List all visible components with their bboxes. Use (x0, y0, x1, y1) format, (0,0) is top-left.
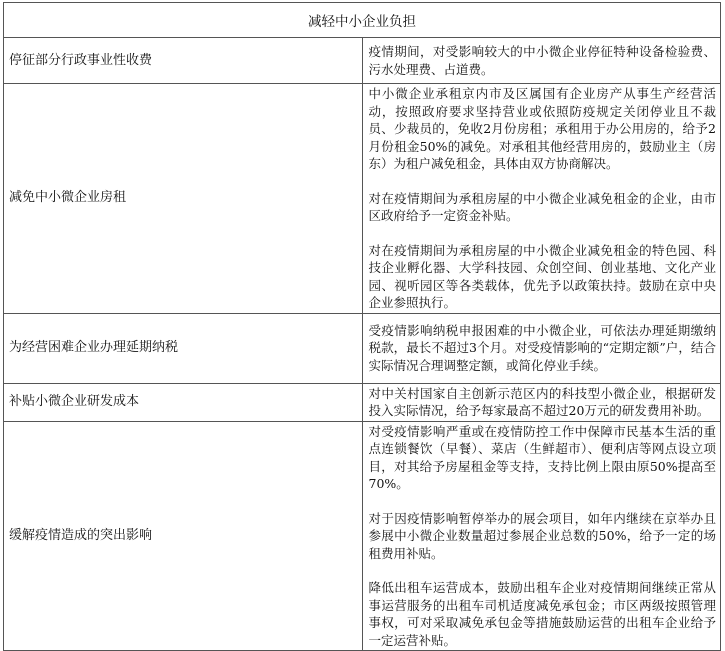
row-content (362, 383, 721, 421)
paragraph-spacer (369, 225, 717, 242)
row-content (362, 313, 721, 383)
row-label: 缓解疫情造成的突出影响 (4, 421, 363, 651)
row-label: 为经营困难企业办理延期纳税 (4, 313, 363, 383)
row-label: 停征部分行政事业性收费 (4, 38, 363, 84)
content-paragraph: 对受疫情影响严重或在疫情防控工作中保障市民基本生活的重点连锁餐饮（早餐）、菜店（生鲜超市）、便利店等网点设立项目，对其给予房屋租金等支持，支持比例上限由原50%提高至70%。 (368, 423, 716, 491)
table-title-row (4, 3, 721, 38)
paragraph-spacer (369, 493, 717, 510)
content-paragraph: 降低出租车运营成本，鼓励出租车企业对疫情期间继续正常从事运营服务的出租车司机适度减免承包金；市区两级按照管理事权，可对采取减免承包金等措施鼓励运营的出租车企业给予一定运营补贴。 (368, 580, 716, 648)
policy-table (3, 2, 721, 651)
table-row (4, 383, 721, 421)
paragraph-spacer (369, 562, 717, 579)
content-paragraph: 中小微企业承租京内市及区属国有企业房产从事生产经营活动，按照政府要求坚持营业或依照防疫规定关闭停业且不裁员、少裁员的，免收2月份房租；承租用于办公用房的，给予2月份租金50%的减免。对承租其他经营用房的，鼓励业主（房东）为租户减免租金，具体由双方协商解决。 (368, 86, 716, 171)
row-content (362, 84, 721, 314)
content-paragraph: 疫情期间，对受影响较大的中小微企业停征特种设备检验费、污水处理费、占道费。 (368, 44, 716, 77)
row-label: 补贴小微企业研发成本 (4, 383, 363, 421)
table-row (4, 84, 721, 314)
content-paragraph: 对在疫情期间为承租房屋的中小微企业减免租金的特色园、科技企业孵化器、大学科技园、众创空间、创业基地、文化产业园、视听园区等各类载体，优先予以政策扶持。鼓励在京中央企业参照执行。 (368, 242, 716, 310)
paragraph-spacer (369, 173, 717, 190)
table-row (4, 421, 721, 651)
content-paragraph: 对在疫情期间为承租房屋的中小微企业减免租金的企业，由市区政府给予一定资金补贴。 (368, 190, 716, 223)
table-title: 减轻中小企业负担 (4, 3, 721, 38)
row-label: 减免中小微企业房租 (4, 84, 363, 314)
content-paragraph: 对于因疫情影响暂停举办的展会项目，如年内继续在京举办且参展中小微企业数量超过参展企业总数的50%，给予一定的场租费用补贴。 (368, 510, 716, 561)
table-row (4, 38, 721, 84)
content-paragraph: 对中关村国家自主创新示范区内的科技型小微企业，根据研发投入实际情况，给予每家最高不超过20万元的研发费用补助。 (368, 385, 716, 418)
content-paragraph: 受疫情影响纳税申报困难的中小微企业，可依法办理延期缴纳税款，最长不超过3个月。对受疫情影响的“定期定额”户，结合实际情况合理调整定额，或简化停业手续。 (368, 322, 716, 373)
table-row (4, 313, 721, 383)
row-content (362, 421, 721, 651)
row-content (362, 38, 721, 84)
